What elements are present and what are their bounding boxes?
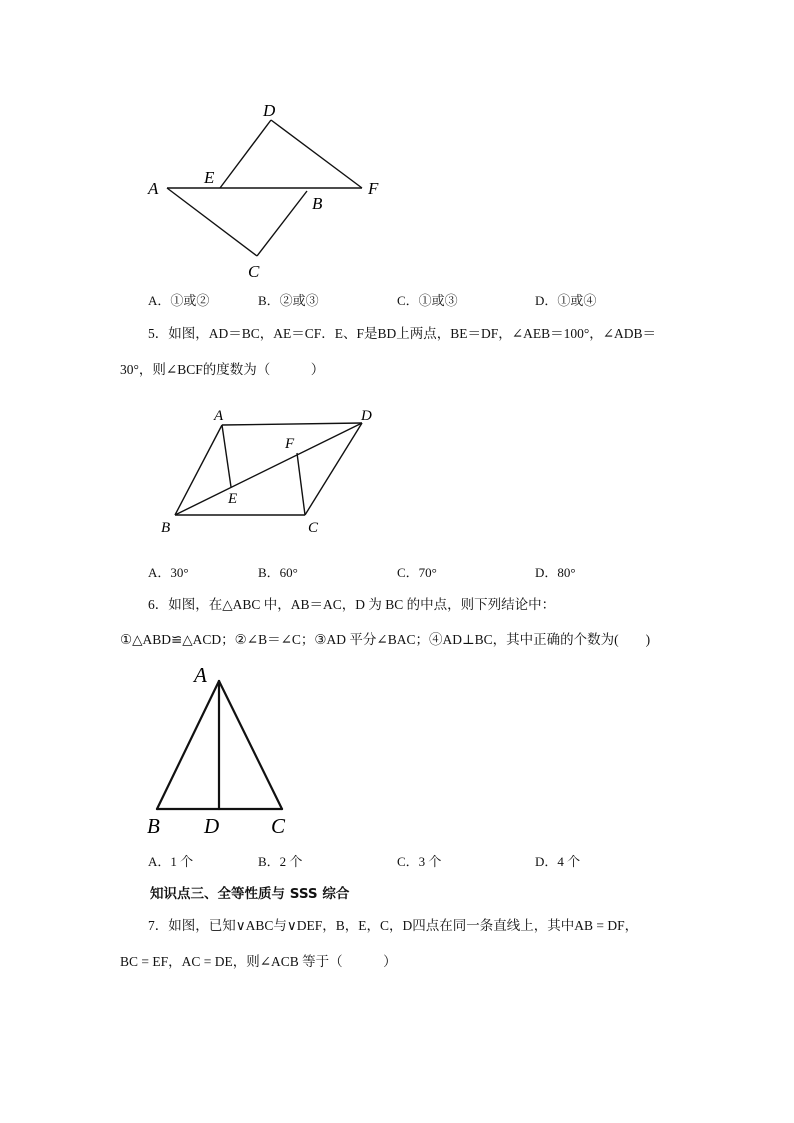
q4-label-c: C bbox=[248, 262, 260, 281]
q6-label-c: C bbox=[271, 814, 286, 838]
q4-label-e: E bbox=[204, 168, 215, 187]
q5-segment-ad bbox=[222, 423, 362, 425]
q5-label-b: B bbox=[161, 520, 171, 536]
q5-stem-line1: 5．如图，AD＝BC，AE＝CF．E、F是BD上两点，BE＝DF，∠AEB＝100°，∠ADB＝ bbox=[148, 326, 657, 341]
q5-option-c[interactable]: C．70° bbox=[397, 565, 437, 580]
q4-option-b[interactable]: B．②或③ bbox=[258, 293, 319, 308]
q4-figure bbox=[140, 95, 400, 285]
q5-label-a: A bbox=[214, 408, 224, 424]
q6-label-a: A bbox=[194, 663, 207, 687]
q6-option-b[interactable]: B．2 个 bbox=[258, 854, 303, 869]
q5-option-d[interactable]: D．80° bbox=[535, 565, 576, 580]
q4-label-b: B bbox=[312, 194, 323, 213]
q6-segment-ac bbox=[219, 681, 282, 809]
q4-option-d[interactable]: D．①或④ bbox=[535, 293, 597, 308]
q5-label-c: C bbox=[308, 520, 319, 536]
q5-stem-line2: 30°，则∠BCF的度数为（ ） bbox=[120, 362, 325, 377]
q4-option-a[interactable]: A．①或② bbox=[148, 293, 210, 308]
q7-stem-line1: 7．如图，已知∨ABC与∨DEF，B，E，C，D四点在同一条直线上，其中AB = DF， bbox=[148, 918, 639, 933]
q6-option-c[interactable]: C．3 个 bbox=[397, 854, 442, 869]
q5-figure bbox=[150, 400, 390, 540]
q5-segment-fc bbox=[297, 453, 305, 515]
q6-stem-line2: ①△ABD≌△ACD；②∠B＝∠C；③AD 平分∠BAC；④AD⊥BC，其中正确的个数为( ) bbox=[120, 632, 651, 647]
q4-segment-df bbox=[271, 120, 362, 188]
q4-option-c[interactable]: C．①或③ bbox=[397, 293, 458, 308]
q5-option-a[interactable]: A．30° bbox=[148, 565, 189, 580]
q7-stem-line2: BC = EF，AC = DE，则∠ACB 等于（ ） bbox=[120, 954, 397, 969]
q6-label-d: D bbox=[204, 814, 220, 838]
q6-stem-line1: 6．如图，在△ABC 中，AB＝AC，D 为 BC 的中点，则下列结论中： bbox=[148, 597, 556, 612]
q5-label-f: F bbox=[285, 436, 295, 452]
q6-option-d[interactable]: D．4 个 bbox=[535, 854, 581, 869]
q6-label-b: B bbox=[147, 814, 160, 838]
q4-segment-cb bbox=[257, 191, 307, 256]
q6-segment-ab bbox=[157, 681, 219, 809]
q5-label-d: D bbox=[361, 408, 372, 424]
q5-label-e: E bbox=[228, 491, 238, 507]
q5-segment-ab bbox=[175, 425, 222, 515]
q4-label-a: A bbox=[148, 179, 159, 198]
q5-option-b[interactable]: B．60° bbox=[258, 565, 298, 580]
q6-figure bbox=[140, 660, 310, 840]
q4-label-d: D bbox=[263, 101, 276, 120]
q5-segment-ae bbox=[222, 425, 231, 487]
q4-segment-ed bbox=[220, 120, 271, 188]
q4-label-f: F bbox=[368, 179, 379, 198]
section-heading: 知识点三、全等性质与 SSS 综合 bbox=[150, 886, 350, 902]
q6-option-a[interactable]: A．1 个 bbox=[148, 854, 194, 869]
q4-segment-ac bbox=[167, 188, 257, 256]
